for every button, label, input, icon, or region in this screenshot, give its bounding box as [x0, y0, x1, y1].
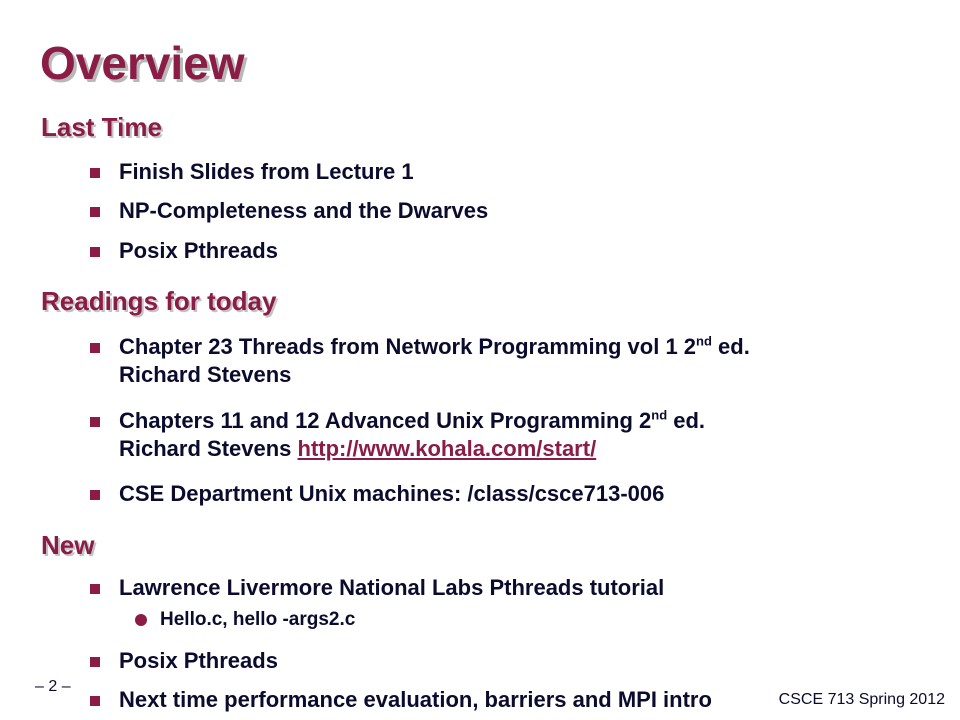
footer-course: CSCE 713 Spring 2012 — [778, 691, 945, 708]
list-item-text: Posix Pthreads — [119, 238, 278, 263]
sub-list-item — [135, 609, 355, 631]
square-bullet-icon — [90, 168, 100, 178]
list-item — [90, 686, 712, 714]
list-item-text — [119, 333, 750, 389]
list-item-text: Next time performance evaluation, barriers and MPI intro — [119, 687, 712, 712]
round-bullet-icon — [135, 614, 147, 626]
reading-2-suffix: ed. — [667, 408, 706, 433]
square-bullet-icon — [90, 417, 100, 427]
square-bullet-icon — [90, 343, 100, 353]
list-item — [90, 333, 750, 389]
list-item — [90, 407, 705, 463]
list-item — [90, 237, 278, 265]
reading-1-author: Richard Stevens — [119, 362, 292, 387]
square-bullet-icon — [90, 490, 100, 500]
square-bullet-icon — [90, 207, 100, 217]
slide-title: Overview — [40, 37, 245, 89]
superscript: nd — [696, 333, 712, 349]
list-item — [90, 574, 664, 602]
page-number: – 2 – — [35, 678, 71, 695]
square-bullet-icon — [90, 696, 100, 706]
list-item-text: Posix Pthreads — [119, 648, 278, 673]
list-item-text: CSE Department Unix machines: /class/csce713-006 — [119, 481, 665, 506]
heading-new: New — [41, 530, 95, 560]
reading-1-suffix: ed. — [711, 334, 750, 359]
square-bullet-icon — [90, 657, 100, 667]
reading-1-text: Chapter 23 Threads from Network Programming vol 1 2 — [119, 334, 697, 359]
heading-readings: Readings for today — [41, 286, 277, 316]
list-item — [90, 647, 278, 675]
list-item-text — [119, 407, 705, 463]
sub-list-item-text: Hello.c, hello -args2.c — [160, 609, 356, 630]
square-bullet-icon — [90, 247, 100, 257]
reading-2-author: Richard Stevens — [119, 436, 298, 461]
list-item — [90, 197, 488, 225]
kohala-link[interactable]: http://www.kohala.com/start/ — [297, 436, 597, 461]
list-item-text: Finish Slides from Lecture 1 — [119, 159, 414, 184]
heading-last-time: Last Time — [41, 112, 162, 142]
list-item — [90, 158, 414, 186]
superscript: nd — [651, 407, 668, 423]
list-item-text: Lawrence Livermore National Labs Pthreads tutorial — [119, 575, 665, 600]
square-bullet-icon — [90, 584, 100, 594]
reading-2-text: Chapters 11 and 12 Advanced Unix Programming 2 — [119, 408, 652, 433]
list-item — [90, 480, 664, 508]
list-item-text: NP-Completeness and the Dwarves — [119, 198, 489, 223]
